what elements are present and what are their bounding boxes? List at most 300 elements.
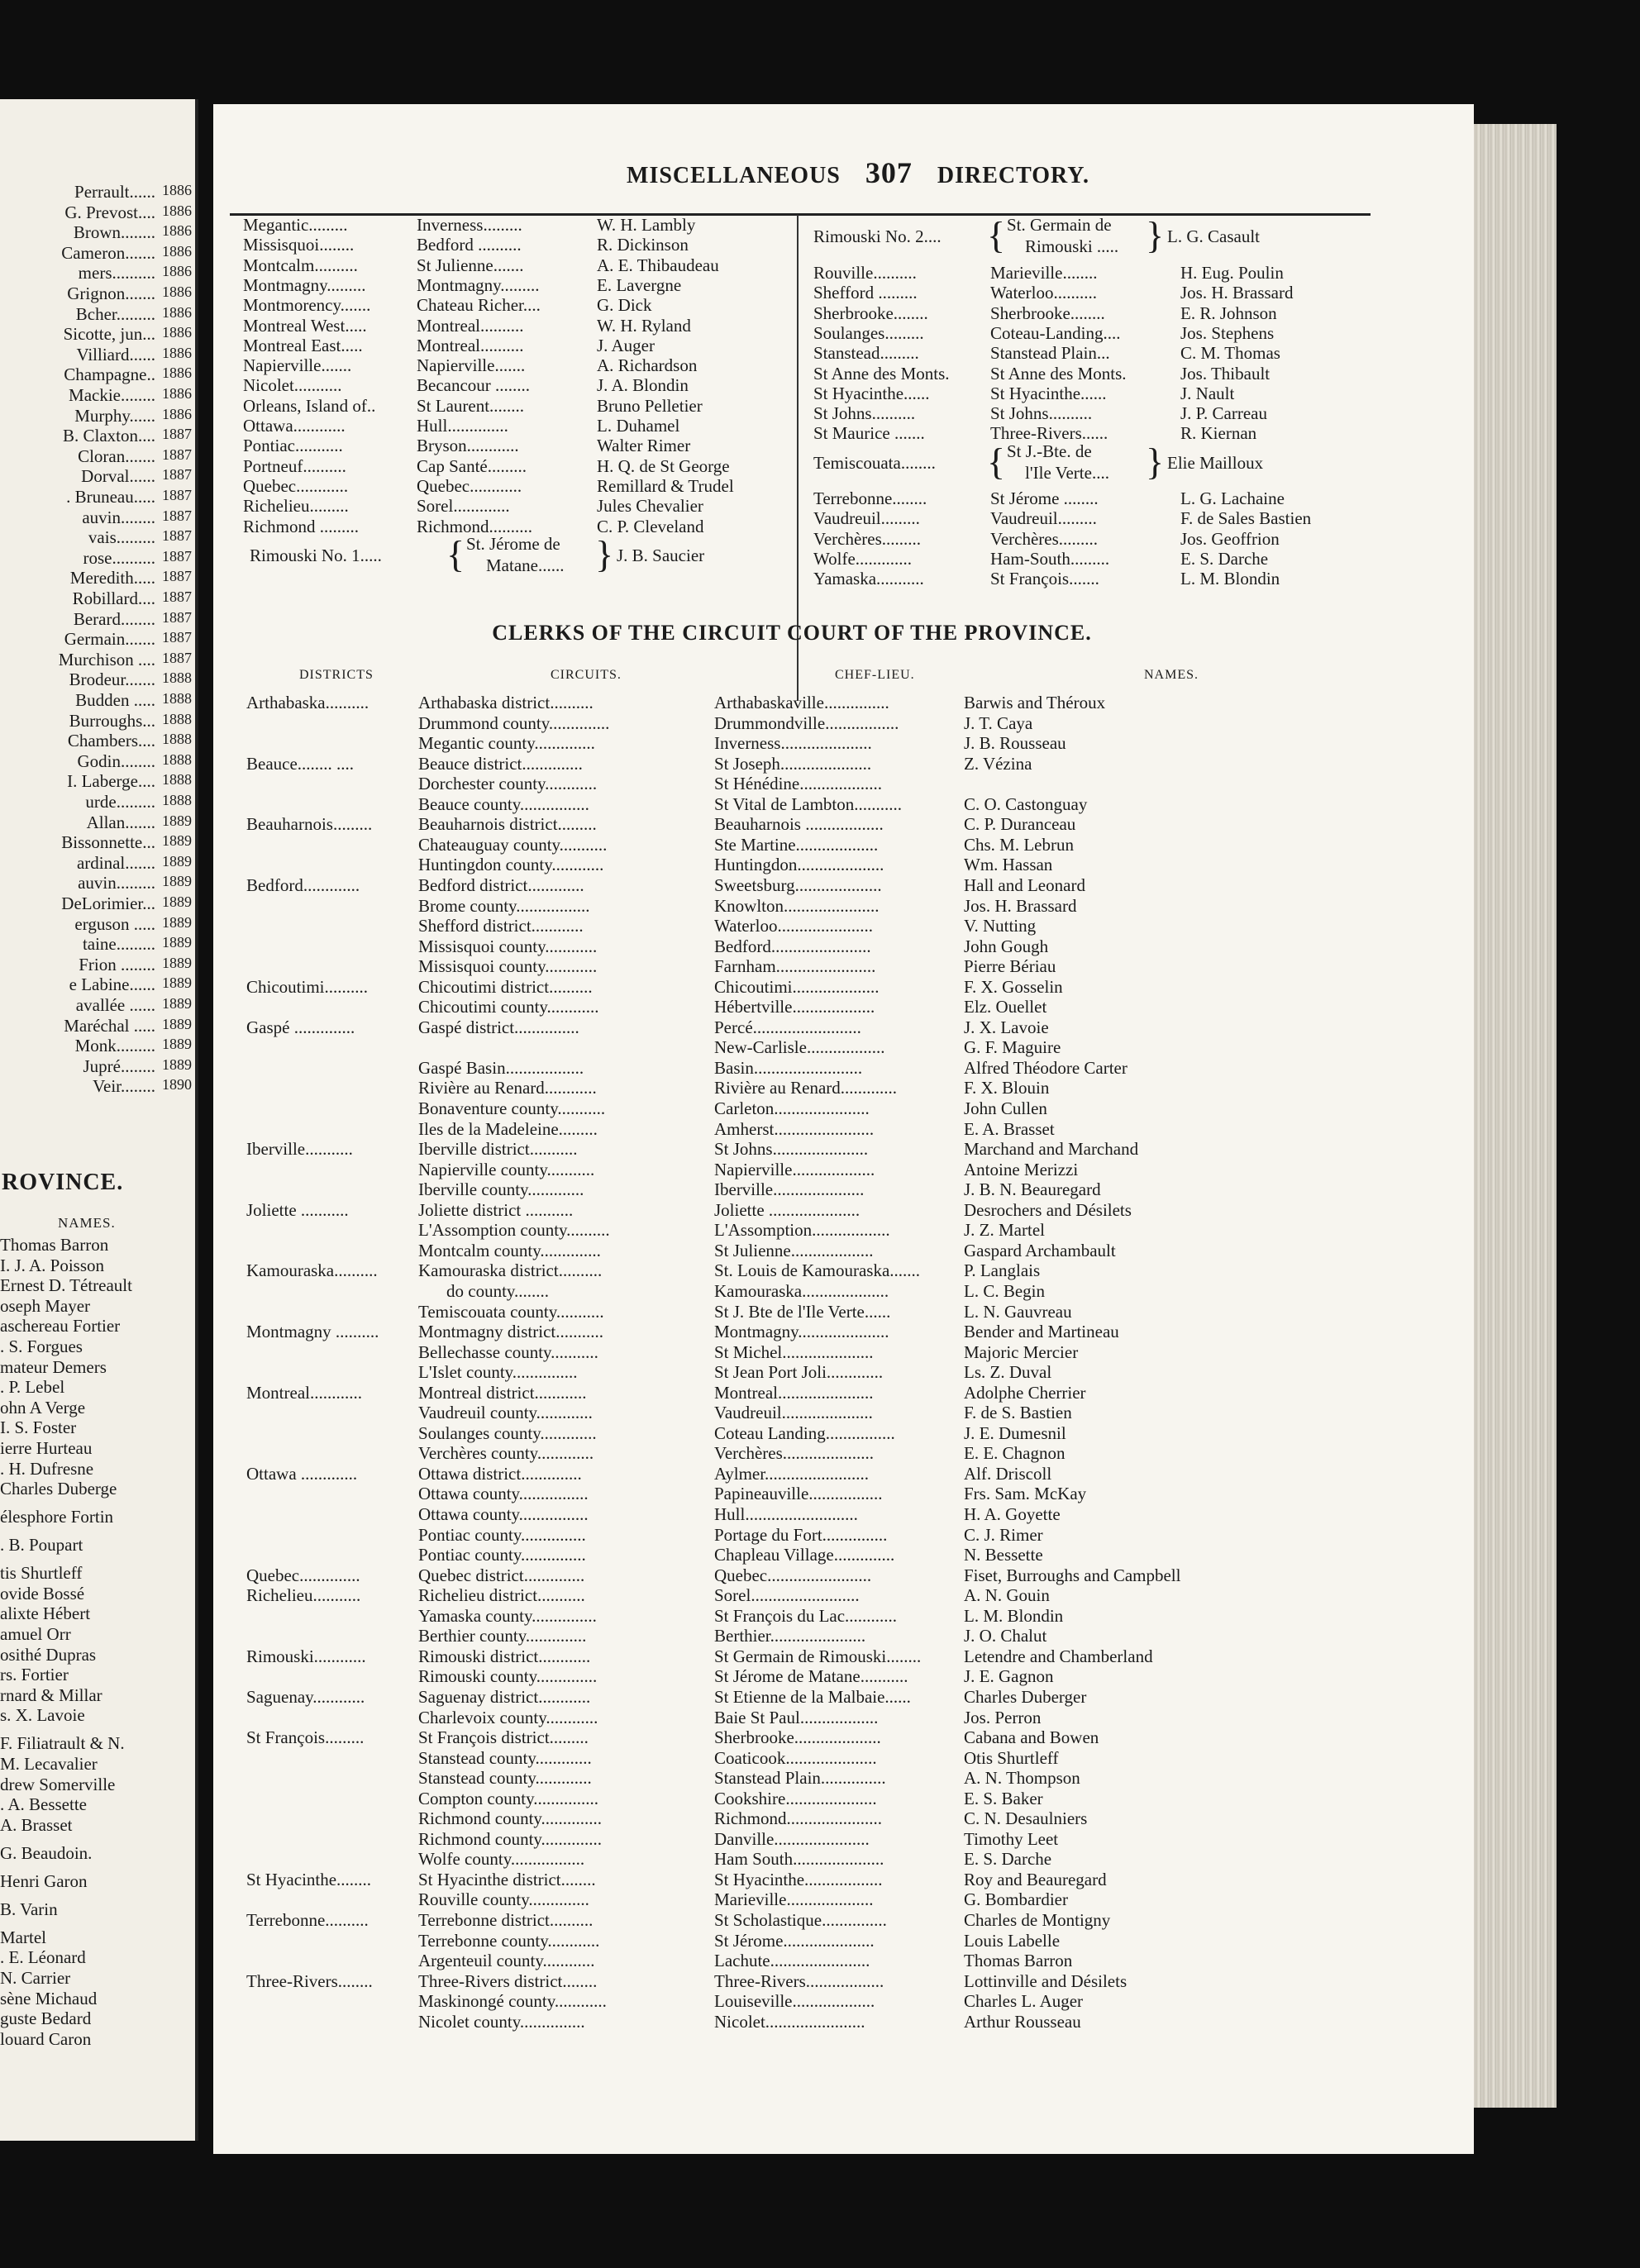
circuit-cell: Bedford district.............: [418, 874, 584, 895]
county-cell: Nicolet...........: [243, 375, 342, 396]
circuit-cell: Yamaska county...............: [418, 1605, 597, 1626]
name-cell: F. de Sales Bastien: [1180, 508, 1312, 529]
clerk-name-cell: E. A. Brasset: [964, 1118, 1055, 1139]
county-cell: Portneuf..........: [243, 455, 346, 476]
name-cell: Remillard & Trudel: [597, 475, 734, 496]
circuit-cell: L'Islet county...............: [418, 1362, 578, 1383]
county-cell: Montreal East.....: [243, 335, 363, 355]
chef-lieu-cell: Ham South.....................: [714, 1849, 884, 1870]
county-cell: Quebec............: [243, 475, 349, 496]
circuit-cell: Wolfe county.................: [418, 1849, 585, 1870]
member-name: Germain.......: [64, 629, 155, 650]
county-cell: Sherbrooke........: [813, 303, 928, 323]
chef-lieu-cell: Knowlton......................: [714, 895, 880, 916]
member-name: . Bruneau.....: [66, 487, 155, 507]
chef-lieu-cell: Coaticook.....................: [714, 1747, 877, 1768]
member-year: 1887: [162, 466, 192, 484]
district-cell: Chicoutimi..........: [246, 976, 368, 997]
member-name: avallée ......: [75, 995, 155, 1015]
place-cell: Stanstead Plain...: [990, 343, 1110, 364]
circuit-cell: Bonaventure county...........: [418, 1098, 606, 1118]
clerk-name-cell: Letendre and Chamberland: [964, 1646, 1153, 1666]
member-name: G. Prevost....: [64, 202, 155, 222]
chef-lieu-cell: Beauharnois ..................: [714, 814, 884, 835]
chef-lieu-cell: St Hénédine...................: [714, 774, 882, 794]
district-cell: St François.........: [246, 1727, 365, 1748]
list-item: . S. Forgues: [0, 1336, 83, 1356]
chef-lieu-cell: St Jérome de Matane...........: [714, 1666, 908, 1687]
member-year: 1886: [162, 364, 192, 382]
clerk-name-cell: Charles Duberger: [964, 1686, 1087, 1707]
clerk-name-cell: Marchand and Marchand: [964, 1139, 1139, 1160]
circuit-cell: Chicoutimi district..........: [418, 976, 593, 997]
chef-lieu-cell: Amherst.......................: [714, 1118, 875, 1139]
chef-lieu-cell: Coteau Landing................: [714, 1422, 895, 1443]
member-year: 1887: [162, 649, 192, 666]
list-item: alixte Hébert: [0, 1603, 91, 1624]
list-item: Charles Duberge: [0, 1479, 117, 1499]
district-cell: Joliette ...........: [246, 1199, 349, 1220]
circuit-cell: L'Assomption county..........: [418, 1220, 610, 1241]
clerk-name-cell: Charles de Montigny: [964, 1910, 1111, 1930]
col-header-districts: DISTRICTS: [299, 668, 374, 682]
list-item: [0, 527, 195, 548]
name-cell: W. H. Ryland: [597, 315, 691, 336]
circuit-cell: Ottawa county................: [418, 1504, 589, 1524]
clerk-name-cell: J. B. N. Beauregard: [964, 1179, 1101, 1200]
circuit-cell: Shefford district............: [418, 916, 584, 936]
name-cell: J. P. Carreau: [1180, 403, 1267, 424]
clerk-name-cell: A. N. Gouin: [964, 1585, 1050, 1606]
clerk-name-cell: John Gough: [964, 936, 1049, 956]
circuit-cell: Chateauguay county...........: [418, 834, 608, 855]
place-cell: Ham-South.........: [990, 548, 1110, 569]
clerk-name-cell: Arthur Rousseau: [964, 2011, 1081, 2032]
member-name: Villiard......: [76, 344, 155, 364]
running-head-right: DIRECTORY.: [937, 163, 1089, 188]
clerk-name-cell: C. O. Castonguay: [964, 793, 1088, 814]
member-name: auvin........: [82, 507, 155, 527]
chef-lieu-cell: Percé.........................: [714, 1017, 861, 1037]
district-cell: Three-Rivers........: [246, 1970, 373, 1991]
chef-lieu-cell: Ste Martine...................: [714, 834, 879, 855]
list-item: Thomas Barron: [0, 1235, 109, 1255]
district-cell: Richelieu...........: [246, 1585, 361, 1606]
member-year: 1886: [162, 182, 192, 198]
clerk-name-cell: Elz. Ouellet: [964, 997, 1047, 1017]
col-header-names: NAMES.: [1144, 668, 1199, 682]
place-cell: Coteau-Landing....: [990, 322, 1121, 343]
name-cell: L. G. Lachaine: [1180, 488, 1285, 508]
circuit-cell: Missisquoi county............: [418, 936, 598, 956]
clerk-name-cell: N. Bessette: [964, 1545, 1043, 1565]
member-year: 1888: [162, 792, 192, 808]
member-year: 1888: [162, 731, 192, 748]
place-cell: St Jérome ........: [990, 488, 1099, 508]
place-cell: Bedford ..........: [417, 235, 522, 255]
list-item: [0, 751, 195, 772]
chef-lieu-cell: St Julienne...................: [714, 1240, 874, 1260]
name-cell: Jos. Thibault: [1180, 363, 1271, 384]
member-name: Meredith.....: [69, 568, 155, 588]
clerk-name-cell: G. Bombardier: [964, 1889, 1068, 1910]
circuit-cell: Kamouraska district..........: [418, 1260, 603, 1281]
clerk-name-cell: H. A. Goyette: [964, 1504, 1061, 1524]
clerk-name-cell: Hall and Leonard: [964, 874, 1085, 895]
place-cell: St Anne des Monts.: [990, 363, 1127, 384]
place-cell: Bryson............: [417, 436, 519, 456]
place-cell: Sorel.............: [417, 496, 510, 517]
member-name: Bissonnette...: [61, 832, 155, 853]
list-item: [0, 385, 195, 406]
list-item: [0, 893, 195, 914]
district-cell: Quebec..............: [246, 1565, 360, 1585]
member-name: Godin........: [77, 750, 155, 771]
name-cell: R. Dickinson: [597, 235, 689, 255]
member-name: Champagne..: [64, 364, 155, 385]
member-name: mers..........: [78, 263, 155, 284]
circuit-cell: Montreal district............: [418, 1382, 587, 1403]
member-year: 1888: [162, 710, 192, 727]
member-year: 1888: [162, 771, 192, 789]
circuit-cell: Bellechasse county...........: [418, 1341, 598, 1362]
list-item: oseph Mayer: [0, 1295, 91, 1316]
clerk-name-cell: C. P. Duranceau: [964, 814, 1076, 835]
list-item: [0, 304, 195, 325]
list-item: élesphore Fortin: [0, 1507, 114, 1527]
clerk-name-cell: Chs. M. Lebrun: [964, 834, 1074, 855]
circuit-cell: Nicolet county...............: [418, 2011, 585, 2032]
list-item: drew Somerville: [0, 1774, 116, 1794]
clerk-name-cell: J. E. Gagnon: [964, 1666, 1054, 1687]
chef-lieu-cell: St François du Lac............: [714, 1605, 898, 1626]
circuit-cell: Joliette district ...........: [418, 1199, 574, 1220]
list-item: Martel: [0, 1927, 46, 1947]
county-cell: Shefford .........: [813, 283, 918, 303]
member-name: erguson .....: [74, 913, 155, 934]
member-year: 1887: [162, 588, 192, 605]
place-cell: Waterloo..........: [990, 283, 1097, 303]
list-item: louard Caron: [0, 2028, 92, 2049]
member-year: 1886: [162, 202, 192, 219]
clerk-name-cell: E. S. Baker: [964, 1788, 1043, 1808]
county-cell: St Hyacinthe......: [813, 383, 930, 403]
member-name: Grignon.......: [67, 284, 155, 303]
list-item: [0, 771, 195, 792]
chef-lieu-cell: Hull..........................: [714, 1504, 858, 1524]
county-cell: St Anne des Monts.: [813, 363, 950, 384]
chef-lieu-cell: Sherbrooke....................: [714, 1727, 881, 1748]
list-item: [0, 263, 195, 284]
list-item: [0, 974, 195, 995]
list-item: [0, 873, 195, 893]
district-cell: St Hyacinthe........: [246, 1869, 372, 1889]
chef-lieu-cell: Stanstead Plain...............: [714, 1768, 886, 1789]
circuit-cell: Stanstead county.............: [418, 1768, 592, 1789]
district-cell: Gaspé ..............: [246, 1017, 355, 1037]
member-year: 1889: [162, 893, 192, 910]
circuit-cell: Temiscouata county...........: [418, 1301, 604, 1322]
district-cell: Arthabaska..........: [246, 693, 369, 712]
clerk-name-cell: Timothy Leet: [964, 1828, 1059, 1849]
circuit-cell: Rimouski district............: [418, 1646, 591, 1666]
member-name: Monk.........: [74, 1036, 155, 1056]
chef-lieu-cell: Marieville....................: [714, 1889, 874, 1910]
chef-lieu-cell: St. Louis de Kamouraska.......: [714, 1260, 921, 1281]
member-year: 1889: [162, 974, 192, 992]
list-item: Henri Garon: [0, 1870, 88, 1891]
county-cell: Verchères.........: [813, 528, 922, 549]
clerk-name-cell: Alfred Théodore Carter: [964, 1057, 1128, 1078]
clerk-name-cell: Barwis and Théroux: [964, 693, 1106, 712]
name-cell: G. Dick: [597, 295, 652, 316]
circuit-cell: St François district.........: [418, 1727, 589, 1748]
member-name: Burroughs...: [69, 710, 155, 731]
member-year: 1889: [162, 913, 192, 931]
place-cell: Becancour ........: [417, 375, 531, 396]
chef-lieu-cell: L'Assomption..................: [714, 1220, 890, 1241]
circuit-cell: Beauce county................: [418, 793, 589, 814]
place-cell: St Julienne.......: [417, 255, 524, 275]
clerk-name-cell: F. de S. Bastien: [964, 1403, 1072, 1423]
member-year: 1886: [162, 303, 192, 321]
page-number: 307: [865, 156, 913, 189]
left-province-heading: ROVINCE.: [2, 1170, 124, 1195]
clerk-name-cell: C. J. Rimer: [964, 1524, 1043, 1545]
list-item: [0, 1036, 195, 1056]
member-year: 1887: [162, 547, 192, 565]
district-cell: Bedford.............: [246, 874, 360, 895]
section-title: CLERKS OF THE CIRCUIT COURT OF THE PROVINCE.: [492, 621, 1092, 645]
list-item: [0, 222, 195, 243]
clerk-name-cell: Louis Labelle: [964, 1930, 1061, 1951]
circuit-cell: Pontiac county...............: [418, 1545, 586, 1565]
county-cell: Richmond .........: [243, 516, 359, 536]
list-item: sène Michaud: [0, 1988, 98, 2008]
list-item: [0, 629, 195, 650]
circuit-cell: Pontiac county...............: [418, 1524, 586, 1545]
circuit-cell: Ottawa county................: [418, 1484, 589, 1504]
list-item: [0, 446, 195, 467]
chef-lieu-cell: Arthabaskaville...............: [714, 693, 889, 712]
name-cell: L. Duhamel: [597, 416, 680, 436]
circuit-cell: Gaspé district...............: [418, 1017, 579, 1037]
circuit-cell: do county........: [446, 1280, 550, 1301]
chef-lieu-cell: Farnham.......................: [714, 956, 876, 977]
member-name: Robillard....: [72, 588, 155, 608]
circuit-cell: Verchères county.............: [418, 1443, 594, 1464]
member-name: Allan.......: [86, 812, 155, 832]
county-cell: Montmorency.......: [243, 295, 371, 316]
chef-lieu-cell: Kamouraska....................: [714, 1280, 889, 1301]
member-name: Jupré........: [83, 1055, 155, 1076]
member-year: 1887: [162, 426, 192, 443]
chef-lieu-cell: St Joseph.....................: [714, 753, 872, 774]
list-item: [0, 426, 195, 446]
member-name: Budden .....: [75, 690, 155, 710]
list-item: A. Brasset: [0, 1814, 73, 1835]
chef-lieu-cell: St Hyacinthe..................: [714, 1869, 883, 1889]
chef-lieu-cell: Joliette .....................: [714, 1199, 861, 1220]
chef-lieu-cell: St Jérome.....................: [714, 1930, 875, 1951]
member-year: 1888: [162, 750, 192, 768]
clerk-name-cell: J. T. Caya: [964, 712, 1033, 733]
member-year: 1889: [162, 873, 192, 890]
list-item: [0, 1056, 195, 1077]
member-name: Sicotte, jun...: [63, 324, 155, 345]
circuit-cell: Argenteuil county............: [418, 1951, 595, 1971]
list-item: [0, 588, 195, 609]
clerk-name-cell: J. B. Rousseau: [964, 733, 1066, 754]
list-item: [0, 1016, 195, 1036]
district-cell: Montreal............: [246, 1382, 362, 1403]
name-cell: Jos. Stephens: [1180, 322, 1275, 343]
name-cell: A. E. Thibaudeau: [597, 255, 719, 275]
circuit-cell: Compton county...............: [418, 1788, 598, 1808]
member-name: Dorval......: [81, 466, 155, 487]
col-header-circuits: CIRCUITS.: [551, 668, 622, 682]
county-cell: Napierville.......: [243, 355, 352, 376]
clerk-name-cell: G. F. Maguire: [964, 1037, 1061, 1058]
member-year: 1886: [162, 385, 192, 402]
list-item: . A. Bessette: [0, 1794, 87, 1815]
member-name: Chambers....: [67, 731, 155, 751]
name-cell: H. Eug. Poulin: [1180, 263, 1284, 283]
member-name: Brodeur.......: [69, 669, 155, 690]
list-item: mateur Demers: [0, 1356, 107, 1377]
place-cell: Montreal..........: [417, 315, 524, 336]
member-year: 1886: [162, 324, 192, 341]
member-name: e Labine......: [69, 974, 155, 995]
circuit-cell: Beauce district..............: [418, 753, 583, 774]
circuit-cell: Iberville county.............: [418, 1179, 584, 1200]
member-year: 1887: [162, 608, 192, 626]
list-item: [0, 406, 195, 426]
member-year: 1886: [162, 263, 192, 280]
chef-lieu-cell: Iberville.....................: [714, 1179, 865, 1200]
list-item: I. J. A. Poisson: [0, 1255, 105, 1275]
circuit-cell: Berthier county..............: [418, 1626, 587, 1646]
name-cell: R. Kiernan: [1180, 423, 1257, 444]
circuit-cell: St Hyacinthe district........: [418, 1869, 596, 1889]
list-item: rnard & Millar: [0, 1684, 102, 1705]
list-item: s. X. Lavoie: [0, 1705, 85, 1726]
list-item: [0, 345, 195, 365]
member-name: Maréchal .....: [64, 1015, 155, 1036]
chef-lieu-cell: Chicoutimi....................: [714, 976, 880, 997]
county-cell: St Johns..........: [813, 403, 916, 424]
name-cell: Jos. H. Brassard: [1180, 283, 1294, 303]
circuit-cell: Saguenay district............: [418, 1686, 591, 1707]
member-name: Murphy......: [74, 405, 155, 426]
list-item: [0, 609, 195, 630]
list-item: [0, 832, 195, 853]
list-item: [0, 507, 195, 528]
member-year: 1889: [162, 812, 192, 829]
place-cell: St Hyacinthe......: [990, 383, 1107, 403]
member-year: 1886: [162, 222, 192, 240]
member-year: 1887: [162, 568, 192, 585]
county-cell: Wolfe.............: [813, 548, 913, 569]
chef-lieu-cell: Bedford.......................: [714, 936, 871, 956]
circuit-cell: Quebec district..............: [418, 1565, 585, 1585]
circuit-cell: Rouville county..............: [418, 1889, 589, 1910]
place-cell: Quebec............: [417, 475, 522, 496]
county-cell: Orleans, Island of..: [243, 395, 376, 416]
county-cell: Montreal West.....: [243, 315, 367, 336]
list-item: [0, 284, 195, 304]
header-rule: [230, 213, 1371, 216]
name-cell: C. P. Cleveland: [597, 516, 704, 536]
list-item: [0, 853, 195, 874]
chef-lieu-cell: Louiseville...................: [714, 1991, 875, 2012]
county-cell: Montmagny.........: [243, 274, 366, 295]
list-item: [0, 955, 195, 975]
chef-lieu-cell: Hébertville...................: [714, 997, 875, 1017]
clerk-name-cell: J. E. Dumesnil: [964, 1422, 1066, 1443]
clerk-name-cell: L. M. Blondin: [964, 1605, 1064, 1626]
clerk-name-cell: Jos. H. Brassard: [964, 895, 1077, 916]
county-cell: St Maurice .......: [813, 423, 925, 444]
left-names-subheading: NAMES.: [58, 1215, 116, 1231]
chef-lieu-cell: Aylmer........................: [714, 1463, 870, 1484]
chef-lieu-cell: St Germain de Rimouski........: [714, 1646, 922, 1666]
county-cell: Rouville..........: [813, 263, 917, 283]
member-name: Mackie........: [69, 385, 155, 405]
chef-lieu-cell: St Vital de Lambton...........: [714, 793, 903, 814]
member-year: 1886: [162, 344, 192, 361]
member-name: Brown........: [73, 222, 155, 243]
list-item: Ernest D. Tétreault: [0, 1275, 132, 1296]
name-cell: W. H. Lambly: [597, 215, 696, 235]
place-cell: Cap Santé.........: [417, 455, 527, 476]
list-item: [0, 568, 195, 588]
member-year: 1889: [162, 1015, 192, 1032]
clerk-name-cell: J. X. Lavoie: [964, 1017, 1049, 1037]
circuit-cell: Richelieu district...........: [418, 1585, 585, 1606]
clerk-name-cell: Otis Shurtleff: [964, 1747, 1059, 1768]
list-item: rs. Fortier: [0, 1665, 69, 1685]
clerk-name-cell: Desrochers and Désilets: [964, 1199, 1132, 1220]
list-item: [0, 243, 195, 264]
member-year: 1887: [162, 446, 192, 463]
chef-lieu-cell: Waterloo......................: [714, 916, 873, 936]
list-item: [0, 548, 195, 569]
county-cell: Stanstead.........: [813, 343, 919, 364]
member-year: 1888: [162, 690, 192, 707]
member-name: Murchison ....: [58, 649, 155, 669]
place-cell: Napierville.......: [417, 355, 526, 376]
member-name: Veir........: [93, 1076, 155, 1097]
chef-lieu-cell: Napierville...................: [714, 1159, 875, 1179]
member-year: 1889: [162, 832, 192, 850]
chef-lieu-cell: St J. Bte de l'Ile Verte......: [714, 1301, 891, 1322]
clerk-name-cell: Cabana and Bowen: [964, 1727, 1099, 1748]
circuit-cell: Soulanges county.............: [418, 1422, 597, 1443]
circuit-cell: Rimouski county..............: [418, 1666, 598, 1687]
list-item: [0, 669, 195, 690]
circuit-cell: Beauharnois district.........: [418, 814, 597, 835]
name-cell: E. S. Darche: [1180, 548, 1269, 569]
circuit-cell: Rivière au Renard............: [418, 1078, 597, 1098]
name-cell: Bruno Pelletier: [597, 395, 703, 416]
clerk-name-cell: J. O. Chalut: [964, 1626, 1047, 1646]
list-item: [0, 487, 195, 507]
member-name: DeLorimier...: [61, 893, 155, 913]
list-item: B. Varin: [0, 1899, 58, 1919]
chef-lieu-cell: St Johns......................: [714, 1139, 869, 1160]
place-cell: Inverness.........: [417, 215, 522, 235]
